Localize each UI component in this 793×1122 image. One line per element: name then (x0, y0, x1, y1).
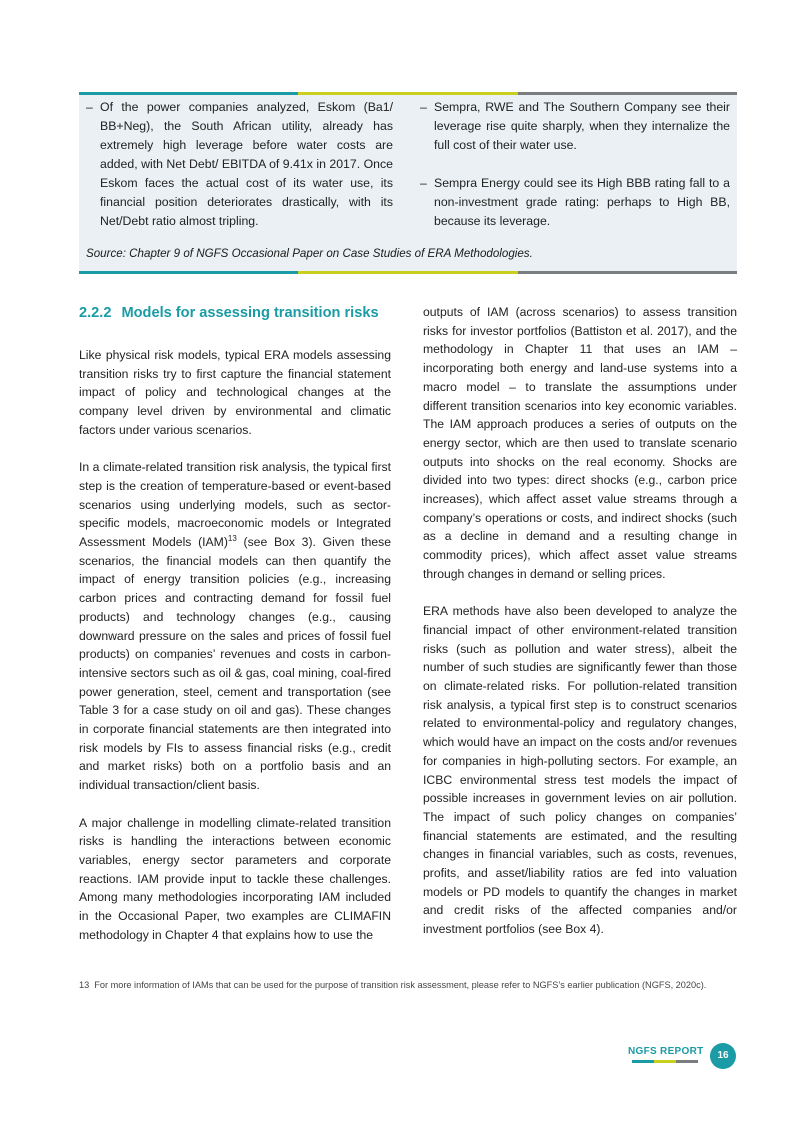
left-text-column (79, 303, 391, 963)
box-bullet-text: Sempra, RWE and The Southern Company see their leverage rise quite sharply, when they internalize the full cost of their water use. (434, 100, 730, 152)
paragraph-text: (see Box 3). Given these scenarios, the financial models can then quantify the impact of energy transition policies (e.g., increasing carbon prices and contracting demand for fossil fuel products) and technology changes (e.g., causing downward pressure on the sales and prices of fossil fuel products) on companies’ revenues and costs in carbon-intensive sectors such as oil & gas, coal mining, coal-fired power generation, steel, cement and transportation (see Table 3 for a case study on oil and gas). These changes in corporate financial statements are then integrated into risk models by FIs to assess financial risks (e.g., credit and market risks) both on a portfolio basis and an individual transaction/client basis. (79, 535, 392, 793)
section-heading (79, 303, 391, 323)
section-title: Models for assessing transition risks (121, 305, 379, 321)
report-label: NGFS REPORT (628, 1046, 704, 1057)
report-color-bar (632, 1060, 698, 1063)
bar-segment-gray (676, 1060, 698, 1063)
box-bullet-item (86, 98, 393, 231)
box-bullet-item (420, 174, 730, 231)
right-text-column (423, 303, 737, 958)
bar-segment-gray (518, 271, 737, 274)
bullet-dash: – (420, 176, 427, 190)
bar-segment-lime (298, 271, 517, 274)
paragraph: ERA methods have also been developed to analyze the financial impact of other environment-related transition risks (such as pollution and water stress), albeit the number of such studies are significantly fewer than those on climate-related risks. For pollution-related transition risk analysis, a typical first step is to construct scenarios related to environmental-policy and regulatory changes, which would have an impact on the costs and/or revenues for companies in high-polluting sectors. For example, an ICBC environmental stress test models the impact of possible increases in government levies on air pollution. The impact of such policy changes on companies’ financial statements are estimated, and the resulting changes in financial variables, such as costs, revenues, profits, and asset/liability ratios are fed into valuation models or PD models to quantify the changes in market and credit risks of the affected companies and/or investment portfolios (see Box 4). (423, 604, 737, 937)
bar-segment-teal (632, 1060, 654, 1063)
page-number: 16 (710, 1043, 736, 1069)
paragraph: outputs of IAM (across scenarios) to assess transition risks for investor portfolios (Battiston et al. 2017), and the methodology in Chapter 11 that uses an IAM – incorporating both energy and land-use systems into a macro model – to translate the assumptions under different transition scenarios into key economic variables. The IAM approach produces a series of outputs on the energy sector, which are then used to translate scenario outputs into shocks on the real economy. Shocks are divided into two types: direct shocks (e.g., carbon price increases), which affect asset value streams through a company’s operations or costs, and indirect shocks (such as a decline in demand and a resulting change in commodity prices), which affect asset value streams through changes in demand or selling prices. (423, 305, 737, 581)
box-bullet-text: Sempra Energy could see its High BBB rating fall to a non-investment grade rating: perhaps to High BB, because its leverage. (434, 176, 730, 228)
box-source-note: Source: Chapter 9 of NGFS Occasional Paper on Case Studies of ERA Methodologies. (86, 247, 533, 260)
paragraph: Like physical risk models, typical ERA models assessing transition risks try to first capture the financial statement impact of policy and technological changes at the company level driven by environmental and climatic factors under various scenarios. (79, 348, 391, 437)
bar-segment-lime (654, 1060, 676, 1063)
bullet-dash: – (86, 100, 93, 114)
bar-segment-teal (79, 271, 298, 274)
paragraph-text: In a climate-related transition risk analysis, the typical first step is the creation of temperature-based or event-based scenarios using underlying models, such as sector-specific models, macroeconomic models or Integrated Assessment Models (IAM) (79, 460, 391, 550)
box-bullet-item (420, 98, 730, 155)
box-right-column (420, 98, 730, 231)
section-number: 2.2.2 (79, 305, 112, 321)
footnote-number: 13 (79, 980, 90, 990)
paragraph (79, 458, 391, 795)
box-left-column (86, 98, 393, 231)
footnote-reference[interactable]: 13 (227, 533, 237, 543)
footnote-text: For more information of IAMs that can be used for the purpose of transition risk assessment, please refer to NGFS’s earlier publication (NGFS, 2020c). (94, 980, 707, 990)
footnote (79, 980, 749, 990)
bullet-dash: – (420, 100, 427, 114)
box-bullet-text: Of the power companies analyzed, Eskom (Ba1/ BB+Neg), the South African utility, already has extremely high leverage before water costs are added, with Net Debt/ EBITDA of 9.41x in 2017. Once Eskom faces the actual cost of its water use, its financial position deteriorates drastically, with its Net/Debt ratio almost tripling. (100, 100, 393, 228)
box-bottom-color-bar (79, 271, 737, 274)
paragraph: A major challenge in modelling climate-related transition risks is handling the interactions between economic variables, energy sector parameters and corporate reactions. IAM provide input to tackle these challenges. Among many methodologies incorporating IAM included in the Occasional Paper, two examples are CLIMAFIN methodology in Chapter 4 that explains how to use the (79, 815, 391, 942)
